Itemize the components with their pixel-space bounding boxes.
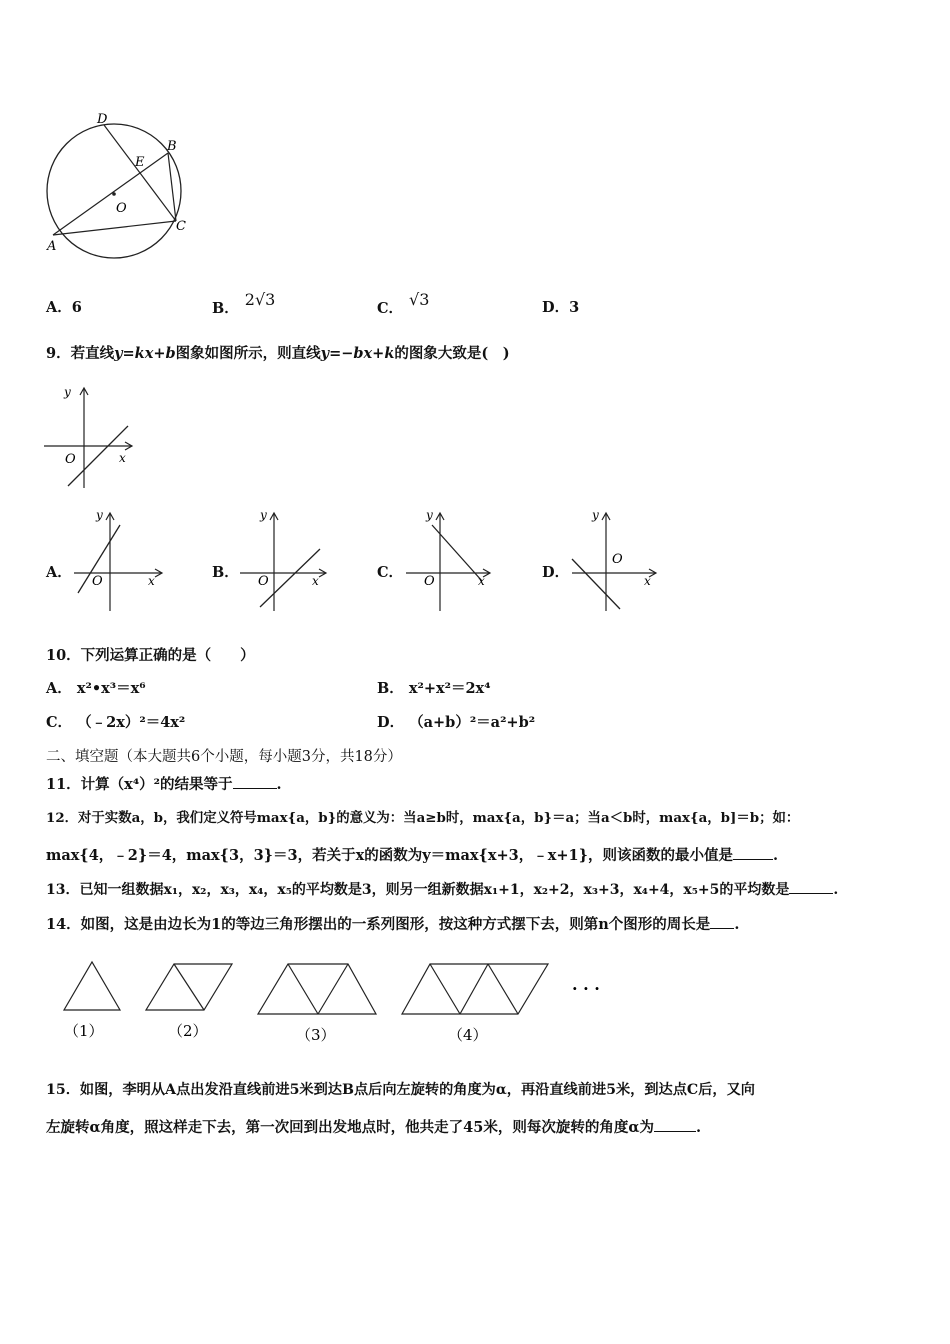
q10-option-c: C． （﹣2x）²＝4x² xyxy=(46,714,186,731)
q11: 11．计算（x⁴）²的结果等于 . xyxy=(46,776,282,793)
svg-text:（2）: （2） xyxy=(168,1022,208,1040)
svg-text:x: x xyxy=(148,574,155,588)
q9-graph-d xyxy=(568,503,668,615)
q9-option-a: A． xyxy=(46,564,72,581)
q8-option-d: D．3 xyxy=(542,299,580,316)
svg-text:y: y xyxy=(426,508,433,522)
svg-text:· · ·: · · · xyxy=(572,979,600,998)
svg-text:y: y xyxy=(592,508,599,522)
svg-text:O: O xyxy=(65,452,76,467)
svg-text:x: x xyxy=(119,451,126,465)
q14-stem: 14．如图，这是由边长为1的等边三角形摆出的一系列图形，按这种方式摆下去，则第n个图形的周长是 . xyxy=(46,916,740,933)
label-D: D xyxy=(97,112,108,127)
svg-text:x: x xyxy=(312,574,319,588)
q8-option-c: C． √3 xyxy=(377,290,430,317)
q10-option-d: D． （a+b）²＝a²+b² xyxy=(377,714,536,731)
q10-option-a: A． x²•x³＝x⁶ xyxy=(46,680,146,697)
svg-text:（4）: （4） xyxy=(448,1026,488,1044)
q9-given-graph xyxy=(40,380,140,492)
svg-text:x: x xyxy=(644,574,651,588)
q8-circle-figure xyxy=(40,108,200,268)
svg-text:O: O xyxy=(258,574,269,589)
svg-text:y: y xyxy=(96,508,103,522)
q8-option-b: B． 2√3 xyxy=(212,290,276,317)
svg-text:y: y xyxy=(260,508,267,522)
svg-text:（1）: （1） xyxy=(64,1022,104,1040)
q9-option-c: C． xyxy=(377,564,404,581)
q9-graph-b xyxy=(236,503,336,615)
svg-text:（3）: （3） xyxy=(296,1026,336,1044)
svg-text:x: x xyxy=(478,574,485,588)
svg-text:y: y xyxy=(64,385,71,399)
q9-graph-a xyxy=(70,503,170,615)
label-C: C xyxy=(176,219,186,234)
q12-line2: max{4，﹣2}＝4，max{3，3}＝3，若关于x的函数为y＝max{x+3，﹣x+1}，则该函数的最小值是 . xyxy=(46,847,779,864)
q15-line1: 15．如图，李明从A点出发沿直线前进5米到达B点后向左旋转的角度为α，再沿直线前进5米，到达点C后，又向 xyxy=(46,1082,755,1098)
q13: 13．已知一组数据x₁，x₂，x₃，x₄，x₅的平均数是3，则另一组新数据x₁+1，x₂+2，x₃+3，x₄+4，x₅+5的平均数是 . xyxy=(46,879,838,900)
svg-text:O: O xyxy=(424,574,435,589)
label-A: A xyxy=(47,239,57,254)
q8-option-a: A．6 xyxy=(46,299,82,316)
q9-graph-c xyxy=(402,503,502,615)
q10-stem: 10．下列运算正确的是（ ） xyxy=(46,647,255,664)
q12-line1: 12．对于实数a，b，我们定义符号max{a，b}的意义为：当a≥b时，max{a，b}＝a；当a＜b时，max{a，b]＝b；如： xyxy=(46,810,800,826)
label-E: E xyxy=(135,155,145,170)
label-B: B xyxy=(167,139,177,154)
q14-triangle-figures xyxy=(50,952,630,1052)
section-2-heading: 二、填空题（本大题共6个小题，每小题3分，共18分） xyxy=(46,749,402,765)
svg-text:O: O xyxy=(92,574,103,589)
svg-text:O: O xyxy=(612,552,623,567)
q9-option-d: D． xyxy=(542,564,570,581)
q15-line2: 左旋转α角度，照这样走下去，第一次回到出发地点时，他共走了45米，则每次旋转的角度α为 . xyxy=(46,1119,702,1136)
q10-option-b: B． x²+x²＝2x⁴ xyxy=(377,680,491,697)
label-O: O xyxy=(116,201,127,216)
q9-option-b: B． xyxy=(212,564,239,581)
q9-stem: 9．若直线y=kx+b图象如图所示，则直线y=−bx+k的图象大致是( ) xyxy=(46,345,510,362)
